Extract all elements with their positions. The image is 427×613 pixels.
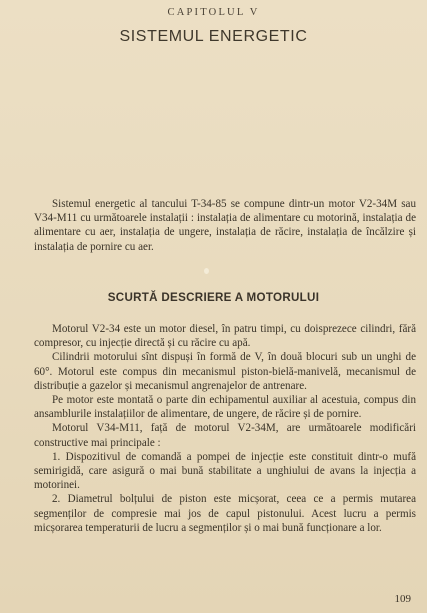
paragraph: Cilindrii motorului sînt dispuși în formă de V, în două blocuri sub un unghi de 60°. Motorul este compus din mecanismul piston-bielă-manivelă, mecanismul de distribuție a gazelor și mecanismul angrenajelor de antrenare. (34, 351, 416, 392)
paragraph: Pe motor este montată o parte din echipamentul auxiliar al acestuia, compus din ansamblurile instalațiilor de alimentare, de ungere, de răcire și de pornire. (34, 394, 416, 421)
chapter-title: SISTEMUL ENERGETIC (119, 28, 308, 45)
paragraph: Motorul V34-M11, față de motorul V2-34M, are următoarele modificări constructive mai principale : (34, 422, 416, 449)
section-heading: SCURTĂ DESCRIERE A MOTORULUI (107, 291, 320, 304)
paragraph: 1. Dispozitivul de comandă a pompei de injecție este constituit dintr-o mufă semirigidă, care asigură o mai bună stabilitate a unghiului de avans la injecția a motorinei. (34, 450, 416, 492)
chapter-label: CAPITOLUL V (167, 7, 260, 18)
paragraph: 2. Diametrul bolțului de piston este micșorat, ceea ce a permis mutarea segmenților de compresie mai jos de capul pistonului. Acest lucru a permis micșorarea temperaturii de lucru a segmenților și o mai bună funcționare a lor. (34, 493, 416, 534)
intro-text (34, 197, 416, 254)
paragraph: Motorul V2-34 este un motor diesel, în patru timpi, cu doisprezece cilindri, fără compresor, cu injecție directă și cu răcire cu apă. (34, 323, 416, 350)
page-number: 109 (394, 593, 411, 605)
paper-fleck (204, 268, 209, 274)
section-body (34, 322, 416, 535)
paragraph: Sistemul energetic al tancului T-34-85 se compune dintr-un motor V2-34M sau V34-M11 cu următoarele instalații : instalația de alimentare cu motorină, instalația de alimentare cu aer, instalația de ungere, instalația de răcire, instalația de încălzire și instalația de pornire cu aer. (34, 198, 416, 253)
